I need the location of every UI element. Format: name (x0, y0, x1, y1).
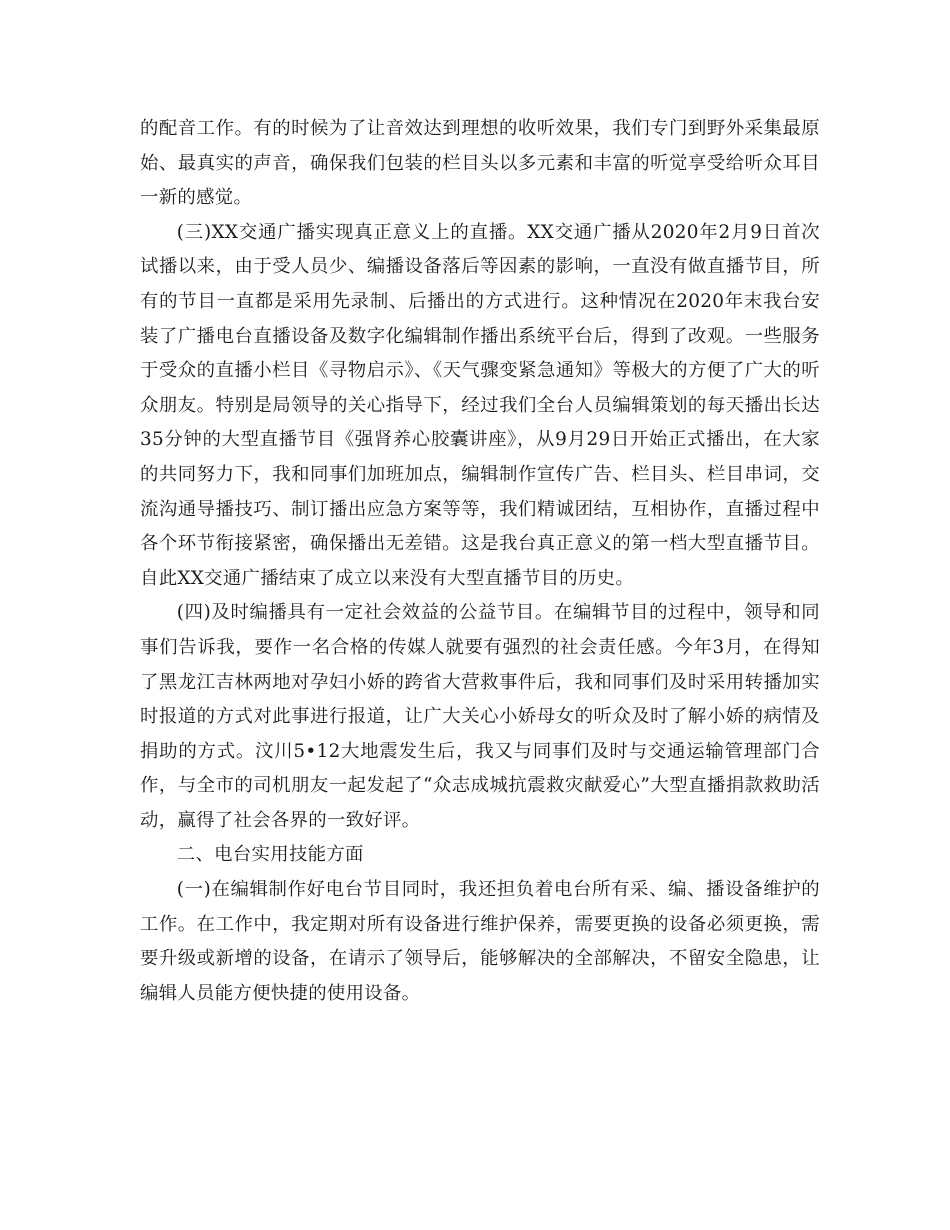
paragraph-public-welfare: (四)及时编播具有一定社会效益的公益节目。在编辑节目的过程中，领导和同事们告诉我，要作一名合格的传媒人就要有强烈的社会责任感。今年3月，在得知了黑龙江吉林两地对孕妇小娇的跨省大营救事件后，我和同事们及时采用转播加实时报道的方式对此事进行报道，让广大关心小娇母女的听众及时了解小娇的病情及捐助的方式。汶川5•12大地震发生后，我又与同事们及时与交通运输管理部门合作，与全市的司机朋友一起发起了“众志成城抗震救灾献爱心”大型直播捐款救助活动，赢得了社会各界的一致好评。 (140, 602, 820, 831)
document-body (140, 112, 820, 1011)
paragraph-equipment-maintenance: (一)在编辑制作好电台节目同时，我还担负着电台所有采、编、播设备维护的工作。在工作中，我定期对所有设备进行维护保养，需要更换的设备必须更换，需要升级或新增的设备，在请示了领导后，能够解决的全部解决，不留安全隐患，让编辑人员能方便快捷的使用设备。 (140, 879, 820, 1004)
paragraph-dubbing-work: 的配音工作。有的时候为了让音效达到理想的收听效果，我们专门到野外采集最原始、最真实的声音，确保我们包装的栏目头以多元素和丰富的听觉享受给听众耳目一新的感觉。 (140, 118, 820, 209)
paragraph-live-broadcast: (三)XX交通广播实现真正意义上的直播。XX交通广播从2020年2月9日首次试播以来，由于受人员少、编播设备落后等因素的影响，一直没有做直播节目，所有的节目一直都是采用先录制、后播出的方式进行。这种情况在2020年末我台安装了广播电台直播设备及数字化编辑制作播出系统平台后，得到了改观。一些服务于受众的直播小栏目《寻物启示》、《天气骤变紧急通知》等极大的方便了广大的听众朋友。特别是局领导的关心指导下，经过我们全台人员编辑策划的每天播出长达35分钟的大型直播节目《强肾养心胶囊讲座》，从9月29日开始正式播出，在大家的共同努力下，我和同事们加班加点，编辑制作宣传广告、栏目头、栏目串词，交流沟通导播技巧、制订播出应急方案等等，我们精诚团结，互相协作，直播过程中各个环节衔接紧密，确保播出无差错。这是我台真正意义的第一档大型直播节目。自此XX交通广播结束了成立以来没有大型直播节目的历史。 (140, 221, 820, 589)
section-heading-practical-skills: 二、电台实用技能方面 (176, 844, 364, 866)
